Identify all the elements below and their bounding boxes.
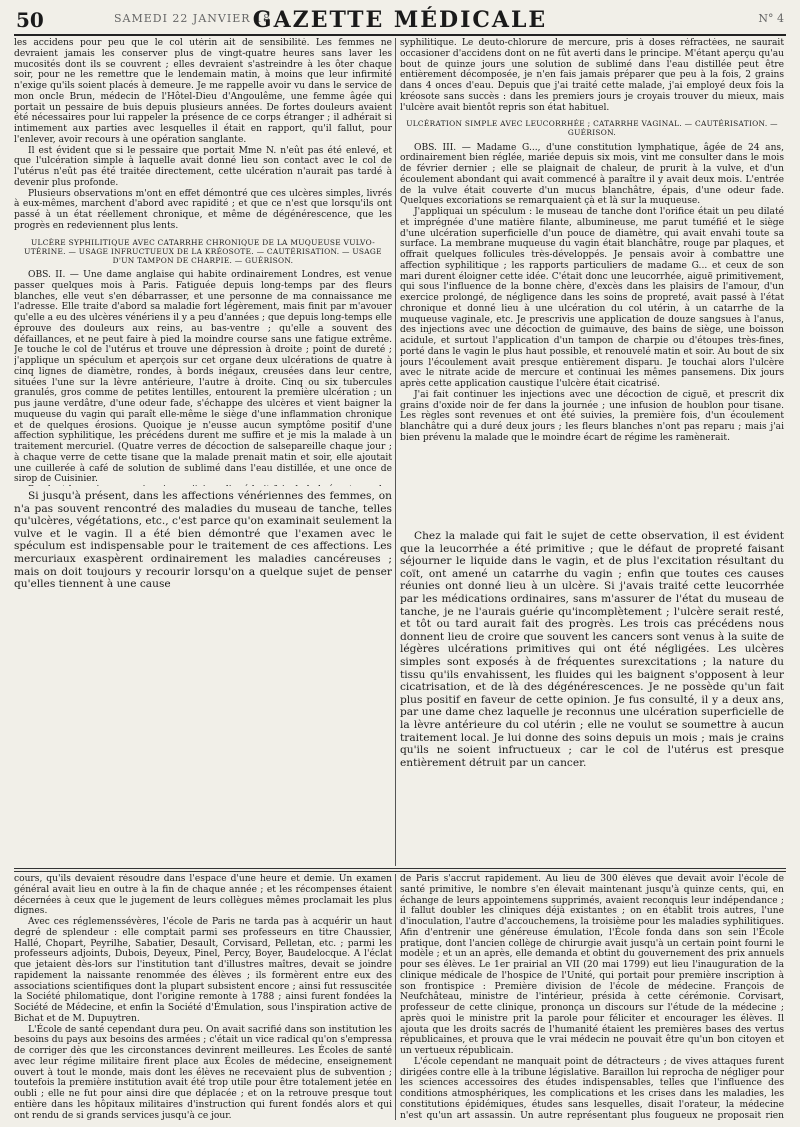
paragraph: Avec ces réglemenssévères, l'école de Paris ne tarda pas à acquérir un haut degré de splendeur : elle comptait parmi ses professeurs en titre Chaussier, Hallé, Chopart, Peyrilhe, Sabatier, Desault, Corvisard, Pelletan, etc. ; parmi les professeurs adjoints, Dubois, Deyeux, Pinel, Percy, Boyer, Baudelocque. A l'éclat que jetaient dès-lors sur l'institution tant d'illustres maîtres, devait se joindre rapidement la naissante renommée des élèves ; ils formèrent entre eux des associations scientifiques dont la plupart subsistent encore ; ainsi fut ressuscitée la Société philomatique, dont l'origine remonte à 1788 ; ainsi furent fondées la Société de Médecine, et enfin la Société d'Émulation, sous l'inspiration active de Bichat et de M. Dupuytren.	[14, 917, 392, 1024]
paragraph	[14, 485, 392, 486]
feuilleton-divider	[14, 868, 786, 872]
paragraph: Si jusqu'à présent, dans les affections vénériennes des femmes, on n'a pas souvent rencontré des maladies du museau de tanche, telles qu'ulcères, végétations, etc., c'est parce qu'on examinait seulement la vulve et le vagin. Il a été bien démontré que l'examen avec le spéculum est indispensable pour le traitement de ces affections. Les mercuriaux exaspèrent ordinairement les maladies cancéreuses ; mais on doit toujours y recourir lorsqu'on a quelque sujet de penser qu'elles tiennent à une cause	[14, 490, 392, 591]
column-2	[400, 38, 784, 528]
paragraph: J'appliquai un spéculum : le museau de tanche dont l'orifice était un peu dilaté et imprégnée d'une matière filante, albumineuse, me parut tuméfié et le siège d'une ulcération superficielle d'un pouce de diamètre, qui avait envahi toute sa surface. La membrane muqueuse du vagin était blanchâtre, rouge par plaques, et offrait quelques follicules très-développés. Je pensais avoir à combattre une affection syphilitique ; les rapports particuliers de madame G... et ceux de son mari durent éloigner cette idée. C'était donc une leucorrhée, aiguë primitivement, qui sous l'influence de la bonne chère, d'excès dans les plaisirs de l'amour, d'un exercice prolongé, de négligence dans les soins de propreté, avait passé à l'état chronique et donné lieu à une ulcération du col utérin, à un catarrhe de la muqueuse vaginale, etc. Je prescrivis une application de douze sangsues à l'anus, des injections avec une décoction de guimauve, des bains de siège, une boisson acidule, et surtout l'application d'un tampon de charpie ou d'étoupes très-fines, porté dans le vagin le plus haut possible, et renouvelé matin et soir. Au bout de six jours l'écoulement avait presque entièrement disparu. Je touchai alors l'ulcère avec le nitrate acide de mercure et continuai les mêmes pansemens. Dix jours après cette application caustique l'ulcère était cicatrisé.	[400, 207, 784, 390]
paragraph: Plusieurs observations m'ont en effet démontré que ces ulcères simples, livrés à eux-mêmes, marchent d'abord avec rapidité ; et que ce n'est que lorsqu'ils ont passé à un état réellement chronique, et même de dégénérescence, que les progrès en redeviennent plus lents.	[14, 188, 392, 231]
feuilleton-column-1	[14, 874, 392, 1120]
paragraph: J'ai fait continuer les injections avec une décoction de ciguë, et prescrit dix grains d'oxide noir de fer dans la journée ; une infusion de houblon pour tisane. Les règles sont revenues et ont été suivies, la première fois, d'un écoulement blanchâtre qui a duré deux jours ; les fleurs blanches n'ont pas reparu ; mais j'ai bien prévenu la malade que le moindre écart de régime les ramènerait.	[400, 389, 784, 443]
masthead	[14, 6, 786, 36]
paragraph: cours, qu'ils devaient résoudre dans l'espace d'une heure et demie. Un examen général avait lieu en outre à la fin de chaque année ; et les récompenses étaient décernées à ceux que le jugement de leurs collègues mêmes proclamait les plus dignes.	[14, 874, 392, 917]
paragraph: Il est évident que si le pessaire que portait Mme N. n'eût pas été enlevé, et que l'ulcération simple à laquelle avait donné lieu son contact avec le col de l'utérus n'eût pas été traitée directement, cette ulcération n'aurait pas tardé à devenir plus profonde.	[14, 145, 392, 188]
paragraph: OBS. II. — Une dame anglaise qui habite ordinairement Londres, est venue passer quelques mois à Paris. Fatiguée depuis long-temps par des fleurs blanches, elle veut s'en débarrasser, et une personne de ma connaissance me l'adresse. Elle traite d'abord sa maladie fort légèrement, mais finit par m'avouer qu'elle a eu des ulcères vénériens il y a peu d'années ; que depuis long-temps elle éprouve des douleurs aux reins, au bas-ventre ; qu'elle a souvent des défaillances, et ne peut faire à pied la moindre course sans une fatigue extrême. Je touche le col de l'utérus et trouve une dépression à droite ; point de dureté ; j'applique un spéculum et aperçois sur cet organe deux ulcérations de quatre à cinq lignes de diamètre, rondes, à bords inégaux, creusées dans leur centre, situées l'une sur la lèvre antérieure, l'autre à droite. Cinq ou six tubercules granulés, gros comme de petites lentilles, entourent la première ulcération ; un pus jaune verdâtre, d'une odeur fade, s'échappe des ulcères et vient baigner la muqueuse du vagin qui paraît elle-même le siège d'une inflammation chronique et de quelques érosions. Quoique je n'eusse aucun symptôme positif d'une affection syphilitique, les précédens durent me suffire et je mis la malade à un traitement mercuriel. (Quatre verres de décoction de salsepareille chaque jour ; à chaque verre de cette tisane que la malade prenait matin et soir, elle ajoutait une cuillerée à café de solution de sublimé dans l'eau distillée, et une once de sirop de Cuisinier.	[14, 270, 392, 485]
newspaper-page	[14, 6, 786, 1121]
column-1	[14, 38, 392, 486]
column-divider	[395, 38, 396, 866]
page-number: 50	[16, 8, 44, 32]
paragraph: OBS. III. — Madame G..., d'une constitution lymphatique, âgée de 24 ans, ordinairement bien réglée, mariée depuis six mois, vint me consulter dans le mois de février dernier ; elle se plaignait de chaleur, de prurit à la vulve, et d'un écoulement abondant qui avait commencé à paraître il y avait deux mois. L'entrée de la vulve était couverte d'un mucus blanchâtre, épais, d'une odeur fade. Quelques excoriations se remarquaient çà et là sur la muqueuse.	[400, 142, 784, 207]
case-heading: ULCÉRATION SIMPLE AVEC LEUCORRHÉE ; CATARRHE VAGINAL. — CAUTÉRISATION. — GUÉRISON.	[406, 119, 778, 138]
newspaper-title: GAZETTE MÉDICALE	[252, 7, 548, 33]
issue-date: SAMEDI 22 JANVIER 18	[114, 12, 272, 25]
issue-number: N° 4	[758, 12, 784, 25]
paragraph: syphilitique. Le deuto-chlorure de mercure, pris à doses réfractées, ne saurait occasioner d'accidens dont on ne fût averti dans le principe. M'étant aperçu qu'au bout de quinze jours une solution de sublimé dans l'eau distillée peut être entièrement décomposée, je n'en fais jamais préparer que peu à la fois, 2 grains dans 4 onces d'eau. Depuis que j'ai traité cette malade, j'ai employé deux fois la kréosote sans succès : dans les premiers jours je croyais trouver du mieux, mais l'ulcère avait bientôt repris son état habituel.	[400, 38, 784, 113]
feuilleton-column-2	[400, 874, 784, 1120]
paragraph: de Paris s'accrut rapidement. Au lieu de 300 élèves que devait avoir l'école de santé primitive, le nombre s'en élevait maintenant jusqu'à quinze cents, qui, en échange de leurs appointemens supprimés, avaient reconquis leur indépendance ; il fallut doubler les cliniques déjà existantes ; on en établit trois autres, l'une d'inoculation, l'autre d'accouchemens, la troisième pour les maladies syphilitiques. Afin d'entrenir une généreuse émulation, l'École fonda dans son sein l'École pratique, dont l'ancien collège de chirurgie avait jusqu'à un certain point fourni le modèle ; et un an après, elle demanda et obtint du gouvernement des prix annuels pour ses élèves. Le 1er prairial an VII (20 mai 1799) eut lieu l'inauguration de la clinique médicale de l'hospice de l'Unité, qui portait pour première inscription à son frontispice : Première division de l'école de médecine. François de Neufchâteau, ministre de l'intérieur, présida à cette cérémonie. Corvisart, professeur de cette clinique, prononça un discours sur l'étude de la médecine ; après quoi le ministre prit la parole pour féliciter et encourager les élèves. Il ajouta que les droits sacrés de l'humanité étaient les premières bases des vertus républicaines, et prouva que le vrai médecin ne pouvait être qu'un bon citoyen et un vertueux républicain.	[400, 874, 784, 1056]
paragraph: L'école cependant ne manquait point de détracteurs ; de vives attaques furent dirigées contre elle à la tribune législative. Baraillon lui reprocha de négliger pour les sciences accessoires des études indispensables, telles que l'influence des conditions atmosphériques, les complications et les crises dans les maladies, les constitutions épidémiques, études sans lesquelles, disait l'orateur, la médecine n'est qu'un art assassin. Un autre représentant plus fougueux ne proposait rien	[400, 1056, 784, 1120]
case-heading: ULCÈRE SYPHILITIQUE AVEC CATARRHE CHRONIQUE DE LA MUQUEUSE VULVO-UTÉRINE. — USAGE INFRUCTUEUX DE LA KRÉOSOTE. — CAUTÉRISATION. — USAGE D'UN TAMPON DE CHARPIE. — GUÉRISON.	[24, 237, 382, 265]
column-divider	[395, 874, 396, 1120]
column-3	[400, 530, 784, 865]
paragraph: Chez la malade qui fait le sujet de cette observation, il est évident que la leucorrhée a été primitive ; que le défaut de propreté faisant séjourner le liquide dans le vagin, et de plus l'excitation résultant du coït, ont amené un catarrhe du vagin ; enfin que toutes ces causes réunies ont donné lieu à un ulcère. Si j'avais traité cette leucorrhée par les médications ordinaires, sans m'assurer de l'état du museau de tanche, je ne l'aurais guérie qu'incomplètement ; l'ulcère serait resté, et tôt ou tard aurait fait des progrès. Les trois cas précédens nous donnent lieu de croire que souvent les cancers sont venus à la suite de légères ulcérations primitives qui ont été négligées. Les ulcères simples sont exposés à de fréquentes surexcitations ; la nature du tissu qu'ils envahissent, les fluides qui les baignent s'opposent à leur cicatrisation, et de là des dégénérescences. Je ne possède qu'un fait plus positif en faveur de cette opinion. Je fus consulté, il y a deux ans, par une dame chez laquelle je reconnus une ulcération superficielle de la lèvre antérieure du col utérin ; elle ne voulut se soumettre à aucun traitement local. Je lui donne des soins depuis un mois ; mais je crains qu'ils ne soient infructueux ; car le col de l'utérus est presque entièrement détruit par un cancer.	[400, 530, 784, 769]
column-1-continued	[14, 490, 392, 866]
paragraph: L'École de santé cependant dura peu. On avait sacrifié dans son institution les besoins du pays aux besoins des armées ; c'était un vice radical qu'on s'empressa de corriger dès que les circonstances devinrent meilleures. Les Écoles de santé avec leur régime militaire firent place aux Écoles de médecine, enseignement ouvert à tout le monde, mais dont les élèves ne recevaient plus de subvention ; toutefois la première institution avait été trop utile pour être totalement jetée en oubli ; elle ne fut pour ainsi dire que déplacée ; et on la retrouve presque tout entière dans les hôpitaux militaires d'instruction qui furent fondés alors et qui ont rendu de si grands services jusqu'à ce jour.	[14, 1024, 392, 1120]
paragraph: les accidens pour peu que le col utérin ait de sensibilité. Les femmes ne devraient jamais les conserver plus de vingt-quatre heures sans laver les mucosités dont ils se couvrent ; elles devraient s'astreindre à les ôter chaque soir, pour ne les remettre que le lendemain matin, à moins que leur infirmité n'exige qu'ils soient placés à demeure. Je me rappelle avoir vu dans le service de mon oncle Brun, médecin de l'Hôtel-Dieu d'Angoulême, une femme âgée qui portait un pessaire de buis depuis plusieurs années. De fortes douleurs avaient été nécessaires pour lui rappeler la présence de ce corps étranger ; il adhérait si intimement aux parties avec lesquelles il était en rapport, qu'il fallut, pour l'enlever, avoir recours à une opération sanglante.	[14, 38, 392, 145]
